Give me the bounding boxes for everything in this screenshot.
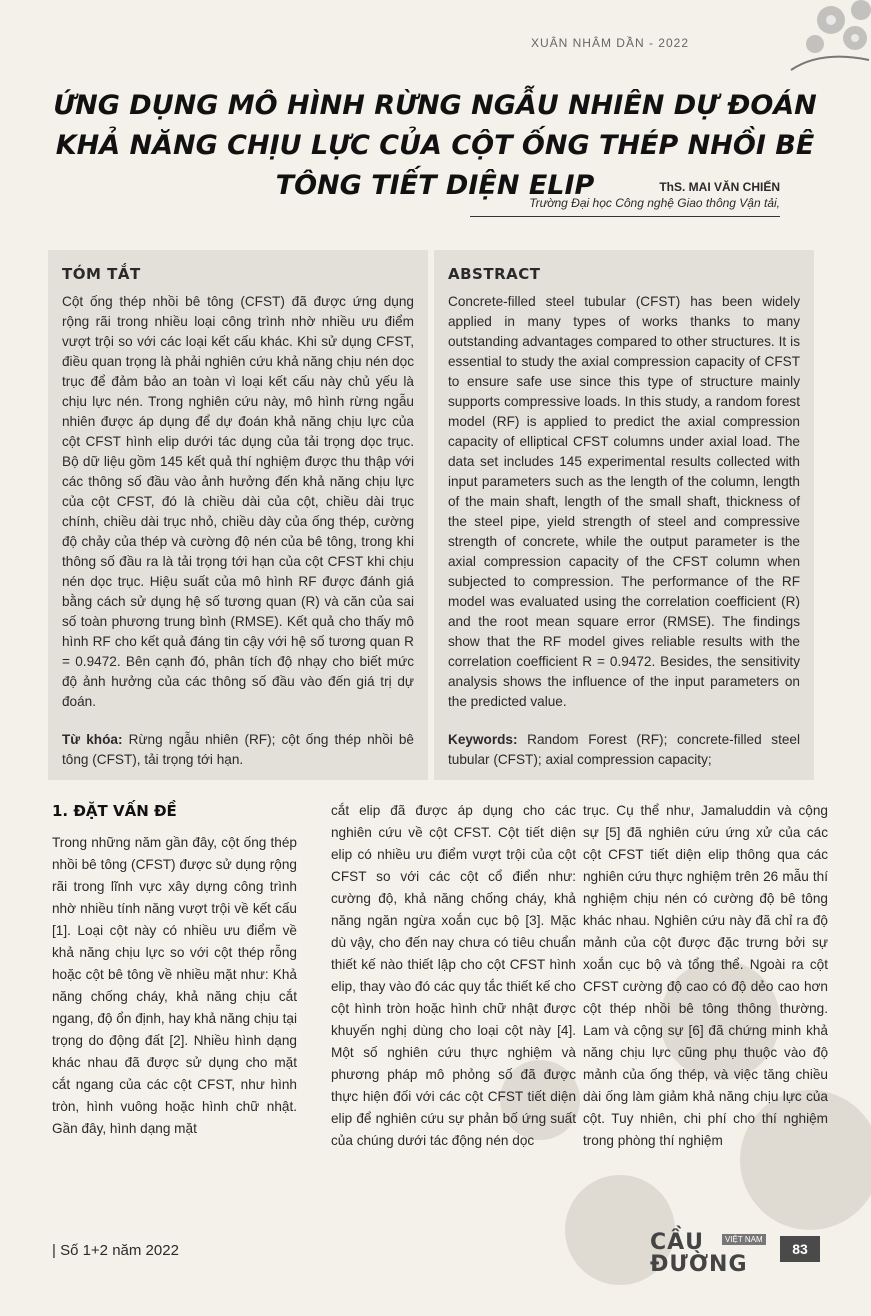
logo-word-bottom: ĐƯỜNG [650,1252,748,1277]
abstract-heading: ABSTRACT [448,265,541,283]
section-1-heading: 1. ĐẶT VẤN ĐỀ [52,802,177,820]
abstract-english-panel [434,250,814,780]
body-column-1 [52,800,297,1220]
author-name: ThS. MAI VĂN CHIẾN [659,180,780,194]
logo-tag: VIỆT NAM [722,1234,766,1245]
issue-label: XUÂN NHÂM DẦN - 2022 [530,36,689,50]
page-number: 83 [780,1236,820,1262]
summary-vi-body: Cột ống thép nhồi bê tông (CFST) đã được ứng dụng rộng rãi trong nhiều loại công trình nhờ nhiều ưu điểm vượt trội so với các loại kết cấu khác. Khi sử dụng CFST, điều quan trọng là phải nghiên cứu khả năng chịu nén dọc trục để đảm bảo an toàn vì loại kết cấu này chủ yếu là chịu lực nén. Trong nghiên cứu này, mô hình rừng ngẫu nhiên được áp dụng để dự đoán khả năng chịu lực của cột CFST hình elip dưới tác dụng của tải trọng dọc trục. Bộ dữ liệu gồm 145 kết quả thí nghiệm được thu thập với các thông số đầu vào ảnh hưởng đến khả năng chịu lực của cột CFST, đó là chiều dài của cột, chiều dài trục chính, chiều dài trục nhỏ, chiều dày của ống thép, cường độ chảy của thép và cường độ nén của bê tông, trong khi thông số đầu ra là tải trọng tới hạn của cột CFST khi chịu nén dọc trục. Hiệu suất của mô hình RF được đánh giá bằng cách sử dụng hệ số tương quan (R) và căn của sai số toàn phương trung bình (RMSE). Kết quả cho thấy mô hình RF cho kết quả đáng tin cậy với hệ số tương quan R = 0.9472. Bên cạnh đó, phân tích độ nhạy cho biết mức độ ảnh hưởng của các thông số đầu vào đến giá trị dự đoán. [62,294,414,709]
abstract-keywords [448,730,800,770]
author-divider [470,216,780,217]
summary-vietnamese-panel [48,250,428,780]
logo-word-top: CẦU [650,1230,705,1255]
magazine-logo [650,1230,770,1282]
footer-issue: | Số 1+2 năm 2022 [52,1242,179,1259]
abstract-keywords-label: Keywords: [448,732,518,747]
author-block [470,180,780,217]
abstract-keywords-text: Random Forest (RF); concrete-filled steel tubular (CFST); axial compression capacity; [448,732,800,767]
abstract-body: Concrete-filled steel tubular (CFST) has been widely applied in many types of works thanks to many outstanding advantages compared to other structures. It is essential to study the axial compression capacity of CFST to ensure safe use since this type of structure mainly supports compressive loads. In this study, a random forest model (RF) is applied to predict the axial compression capacity of elliptical CFST columns under axial load. The data set includes 145 experimental results collected with input parameters such as the length of the column, length of the main shaft, length of the small shaft, thickness of the steel pipe, yield strength of steel and compressive strength of concrete, while the output parameter is the axial compression capacity of the CFST column when subjected to compression. The performance of the RF model was evaluated using the correlation coefficient (R) and the root mean square error (RMSE). The findings show that the RF model gives reliable results with the correlation coefficient R = 0.9472. Besides, the sensitivity analysis shows the influence of the input parameters on the predicted value. [448,294,800,709]
summary-vi-keywords-label: Từ khóa: [62,732,123,747]
body-column-3-text: trục. Cụ thể như, Jamaluddin và cộng sự [5] đã nghiên cứu ứng xử của các cột CFST tiết diện elip thông qua các nghiên cứu thực nghiệm trên 26 mẫu thí nghiệm chịu nén có cường độ bê tông khác nhau. Nghiên cứu này đã chỉ ra độ mảnh của cột được đặc trưng bởi sự xoắn cục bộ và tổng thể. Ngoài ra cột CFST cường độ cao có độ dẻo cao hơn cột thép nhồi bê tông thông thường. Lam và cộng sự [6] đã chứng minh khả năng chịu lực cũng phụ thuộc vào độ mảnh của ống thép, và việc tăng chiều dài ống làm giảm khả năng chịu lực của cột. Tuy nhiên, chi phí cho thí nghiệm trong phòng thí nghiệm [583,803,828,1148]
body-column-2 [331,800,576,1220]
body-column-2-text: cắt elip đã được áp dụng cho các nghiên cứu về cột CFST. Cột tiết diện elip có nhiều ưu điểm vượt trội của cột CFST so với các cột cổ điển như: cường độ, khả năng chống cháy, khả năng ngăn ngừa xoắn cục bộ [3]. Mặc dù vậy, cho đến nay chưa có tiêu chuẩn thiết kế nào thiết lập cho cột CFST hình elip, thay vào đó các quy tắc thiết kế cho cột hình tròn hoặc hình chữ nhật được khuyến nghị dùng cho loại cột này [4]. Một số nghiên cứu thực nghiệm và phương pháp mô phỏng số đã được thực hiện đối với các cột CFST tiết diện elip để nghiên cứu sự phản bố ứng suất của chúng dưới tác động nén dọc [331,803,576,1148]
summary-vi-heading: TÓM TẮT [62,265,141,283]
body-column-1-text: Trong những năm gần đây, cột ống thép nhồi bê tông (CFST) được sử dụng rộng rãi trong lĩnh vực xây dựng công trình nhờ nhiều tính năng vượt trội về kết cấu [1]. Loại cột này có nhiều ưu điểm về khả năng chịu lực so với cột thép rỗng hoặc cột bê tông về nhiều mặt như: Khả năng chống cháy, khả năng chịu cắt ngang, độ ổn định, hay khả năng chịu tại trọng do động đất [2]. Nhiều hình dạng khác nhau đã được sử dụng cho mặt cắt ngang của các cột CFST, như hình tròn, hình vuông hoặc hình chữ nhật. Gần đây, hình dạng mặt [52,835,297,1136]
article-title: ỨNG DỤNG MÔ HÌNH RỪNG NGẪU NHIÊN DỰ ĐOÁN KHẢ NĂNG CHỊU LỰC CỦA CỘT ỐNG THÉP NHỒI BÊ TÔNG TIẾT DIỆN ELIP [53,90,817,201]
summary-vi-keywords-text: Rừng ngẫu nhiên (RF); cột ống thép nhồi bê tông (CFST), tải trọng tới hạn. [62,732,414,767]
cherry-blossom-corner-decoration [731,0,871,90]
author-affiliation: Trường Đại học Công nghệ Giao thông Vận tải, [529,196,780,210]
summary-vi-keywords [62,730,414,770]
body-column-3 [583,800,828,1220]
